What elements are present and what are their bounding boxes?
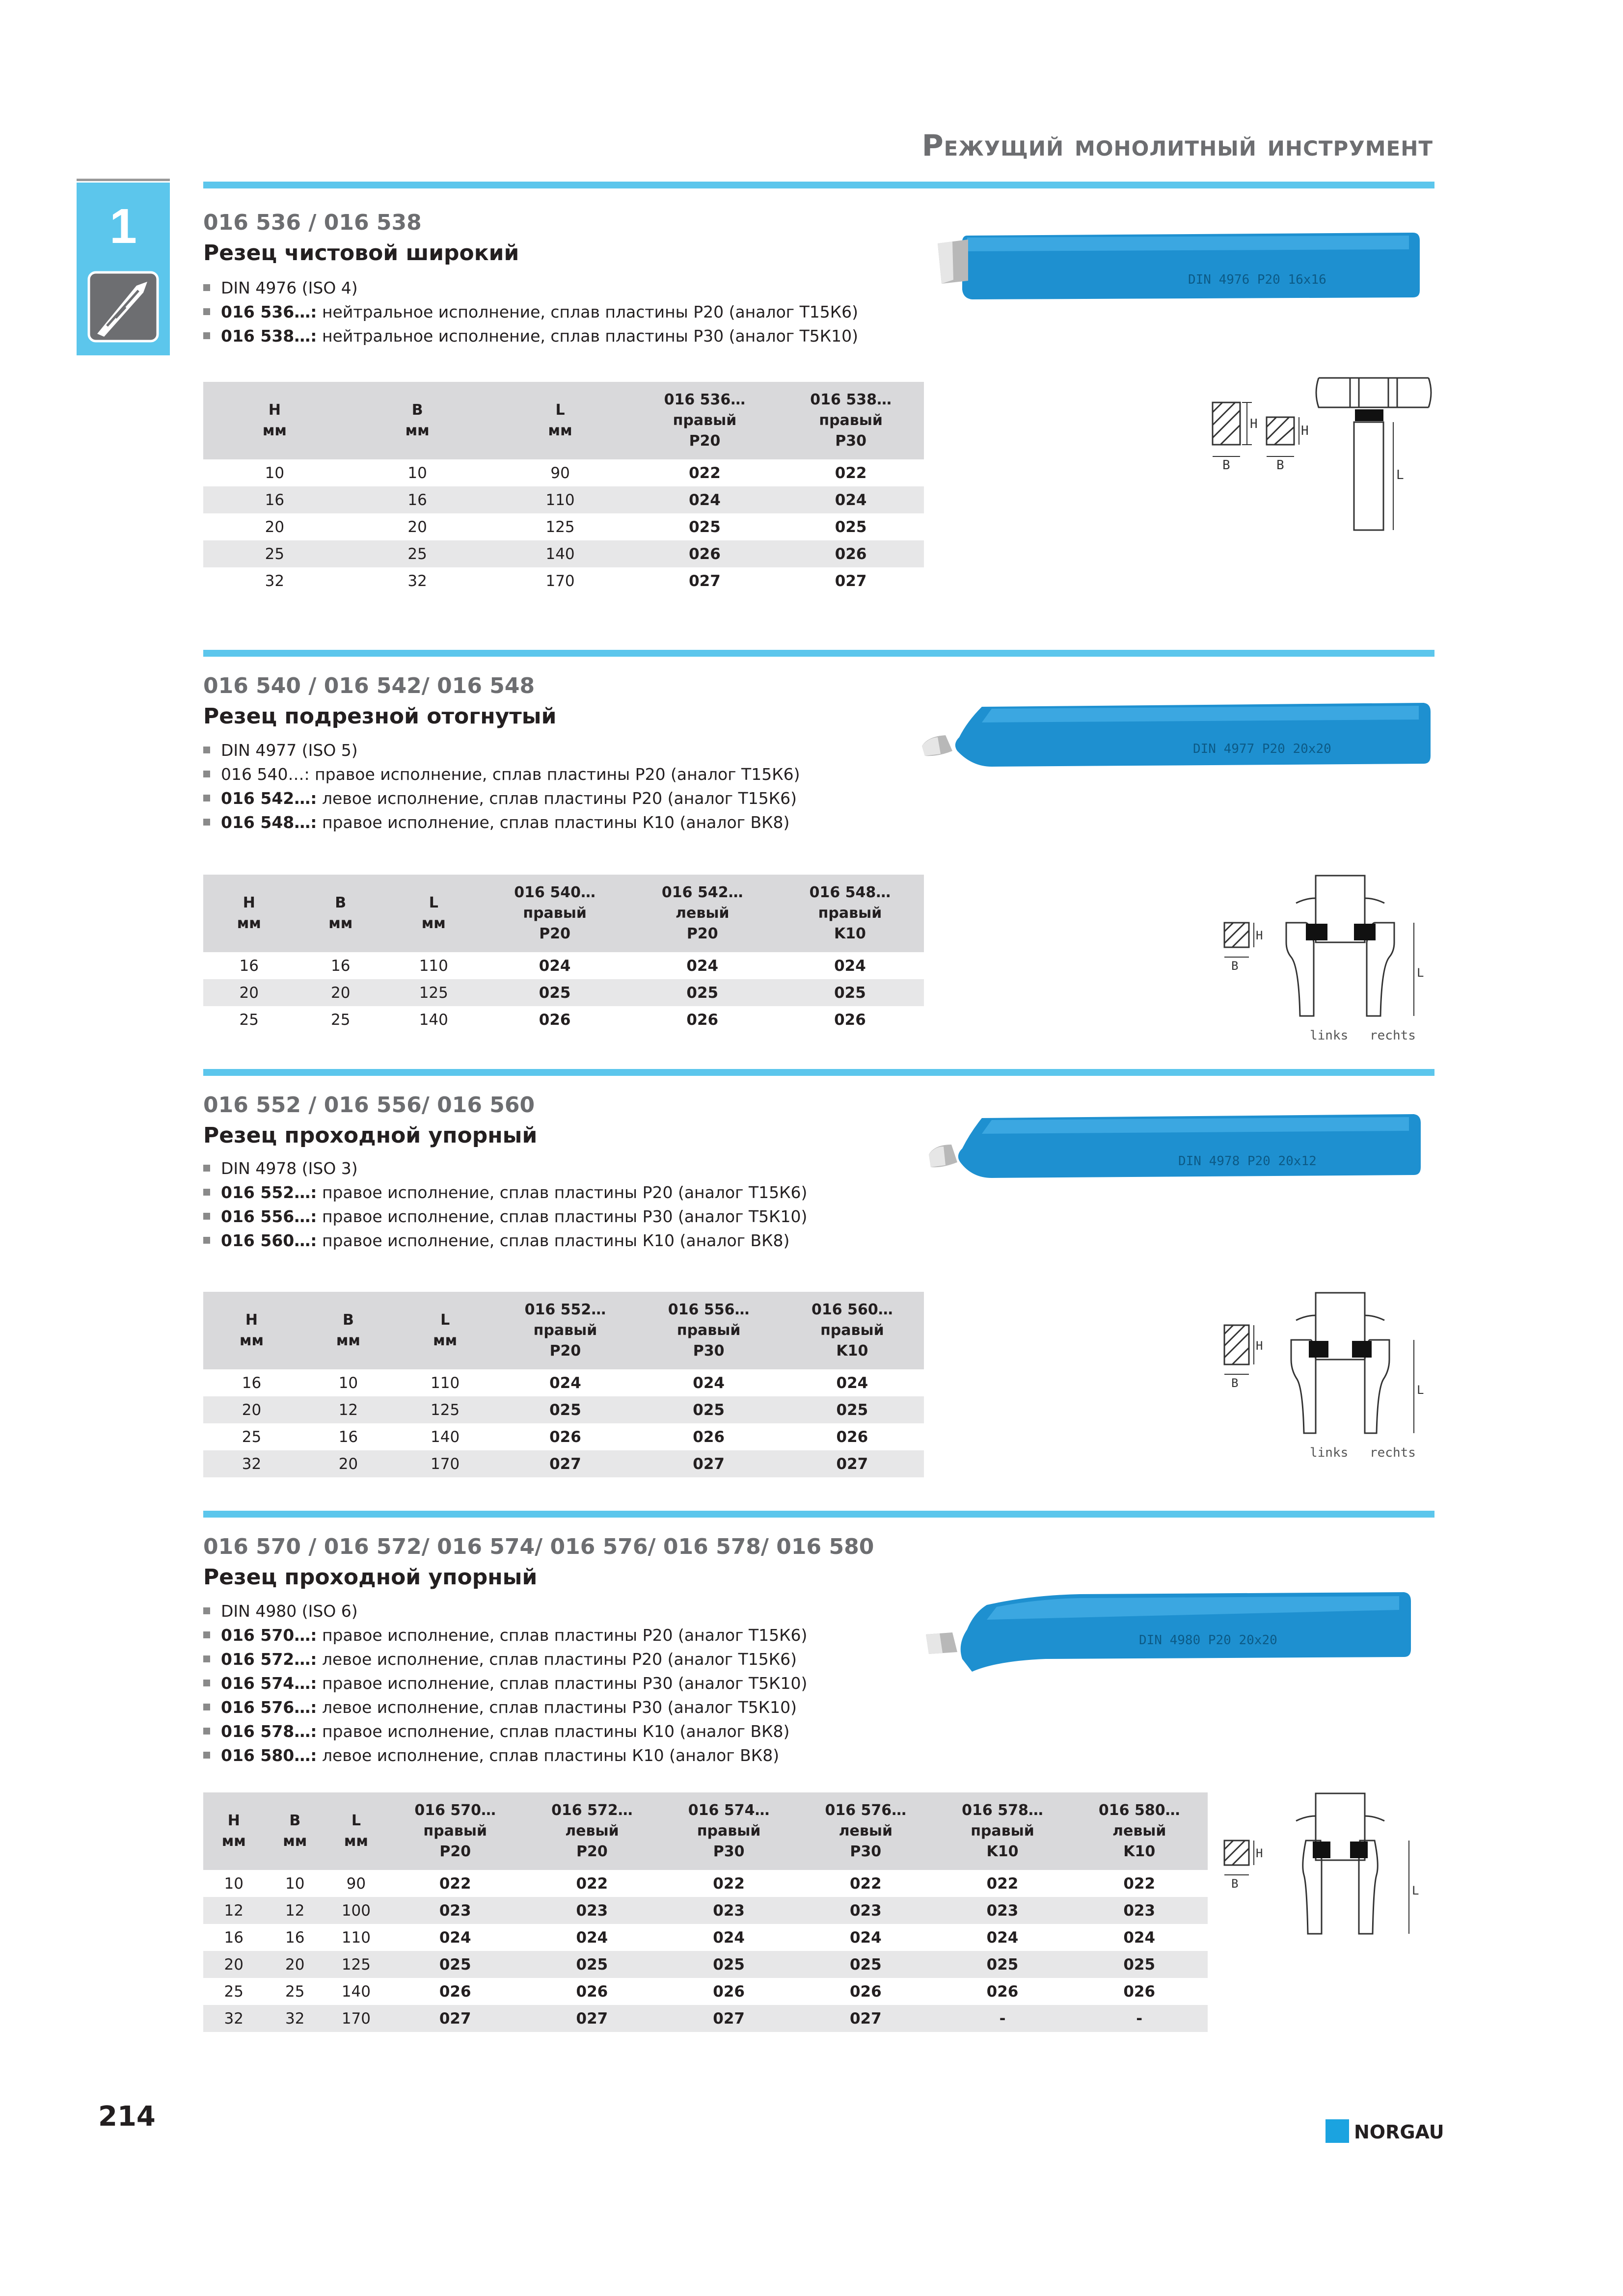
table-row: 32 32 170 027 027 [203, 567, 924, 594]
dimension-drawing [1217, 1787, 1434, 1953]
tool-image [923, 1585, 1414, 1679]
section-title: Резец проходной упорный [203, 1123, 538, 1148]
tool-image [933, 226, 1424, 304]
dimension-drawing [1217, 1286, 1434, 1463]
spec-item: 016 542…: левое исполнение, сплав пластины P20 (аналог Т15К6) [203, 786, 800, 810]
table-row: 20 20 125 025 025 [203, 513, 924, 540]
table-row: 25 25 140 026 026 026 [203, 1006, 924, 1033]
header-divider [203, 182, 1434, 188]
dim-h: H [1301, 424, 1309, 438]
spec-item: 016 556…: правое исполнение, сплав пластины P30 (аналог Т5К10) [203, 1204, 807, 1228]
spec-item: 016 576…: левое исполнение, сплав пластины P30 (аналог Т5К10) [203, 1695, 807, 1719]
label-links: links [1310, 1445, 1349, 1460]
table-row: 20 12 125 025 025 025 [203, 1396, 924, 1423]
section-divider [203, 1069, 1434, 1076]
spec-item: DIN 4977 (ISO 5) [203, 738, 800, 762]
table-row: 10 10 90 022 022 022 022 022 022 [203, 1870, 1208, 1897]
table-row: 32 32 170 027 027 027 027 - - [203, 2005, 1208, 2032]
svg-text:DIN 4976 P20 16x16: DIN 4976 P20 16x16 [1188, 272, 1326, 287]
dimension-drawing [1217, 869, 1434, 1045]
table-row: 10 10 90 022 022 [203, 459, 924, 486]
table-row: 25 16 140 026 026 026 [203, 1423, 924, 1450]
spec-item: 016 540…: правое исполнение, сплав пластины P20 (аналог Т15К6) [203, 762, 800, 786]
section-title: Резец чистовой широкий [203, 240, 519, 266]
spec-item: 016 574…: правое исполнение, сплав пластины P30 (аналог Т5К10) [203, 1671, 807, 1695]
dim-b: B [1231, 1376, 1239, 1390]
chapter-tab [77, 183, 170, 355]
table-header [203, 382, 924, 459]
chapter-number: 1 [109, 199, 137, 254]
table-header: H мм B мм L мм 016 540… правый P20 016 542… левый P20 016 548… правый K10 [203, 875, 924, 952]
table-row: 16 16 110 024 024 024 [203, 952, 924, 979]
col-code: 016 538… правый P30 [778, 382, 924, 459]
dim-b: B [1231, 1877, 1239, 1891]
page-title: Режущий монолитный инструмент [921, 129, 1433, 163]
table-row: 16 16 110 024 024 024 024 024 024 [203, 1924, 1208, 1951]
spec-item: 016 580…: левое исполнение, сплав пластины К10 (аналог ВК8) [203, 1743, 807, 1767]
spec-item: DIN 4978 (ISO 3) [203, 1156, 807, 1180]
col-h: H мм [203, 382, 346, 459]
svg-text:DIN 4978 P20 20x12: DIN 4978 P20 20x12 [1178, 1154, 1317, 1169]
dim-l: L [1412, 1884, 1419, 1897]
spec-item: 016 538…: нейтральное исполнение, сплав пластины P30 (аналог Т5К10) [203, 324, 858, 348]
table-header: H мм B мм L мм 016 552… правый P20 016 556… правый P30 016 560… правый K10 [203, 1292, 924, 1369]
spec-list [203, 1156, 807, 1253]
table-row: 25 25 140 026 026 026 026 026 026 [203, 1978, 1208, 2005]
section-codes: 016 570 / 016 572/ 016 574/ 016 576/ 016 578/ 016 580 [203, 1534, 874, 1559]
table-row: 16 10 110 024 024 024 [203, 1369, 924, 1396]
col-b: B мм [346, 382, 489, 459]
size-table [203, 1792, 1208, 2032]
table-row: 20 20 125 025 025 025 [203, 979, 924, 1006]
dim-l: L [1396, 468, 1404, 482]
section-divider [203, 1511, 1434, 1518]
label-links: links [1310, 1028, 1349, 1043]
section-divider [203, 650, 1434, 657]
spec-item: 016 552…: правое исполнение, сплав пластины P20 (аналог Т15К6) [203, 1180, 807, 1204]
table-row: 16 16 110 024 024 [203, 486, 924, 513]
table-header: H мм B мм L мм 016 570… правый P20 016 572… левый P20 016 574… правый P30 016 576… левый P30 016 578… правый K10 016 580… левый K10 [203, 1792, 1208, 1870]
spec-list [203, 1599, 807, 1767]
brand-square-icon [1325, 2119, 1349, 2143]
table-row: 32 20 170 027 027 027 [203, 1450, 924, 1477]
spec-item: 016 572…: левое исполнение, сплав пластины P20 (аналог Т15К6) [203, 1647, 807, 1671]
spec-item: 016 578…: правое исполнение, сплав пластины К10 (аналог ВК8) [203, 1719, 807, 1743]
dim-h: H [1256, 929, 1263, 942]
spec-item: 016 570…: правое исполнение, сплав пластины P20 (аналог Т15К6) [203, 1623, 807, 1647]
spec-item: DIN 4976 (ISO 4) [203, 276, 858, 300]
dim-b: B [1231, 959, 1239, 973]
spec-item: 016 548…: правое исполнение, сплав пластины К10 (аналог ВК8) [203, 810, 800, 834]
spec-list [203, 738, 800, 834]
svg-text:DIN 4977 P20 20x20: DIN 4977 P20 20x20 [1193, 742, 1331, 756]
section-codes: 016 540 / 016 542/ 016 548 [203, 673, 535, 698]
dim-h: H [1256, 1846, 1263, 1860]
spec-item: 016 560…: правое исполнение, сплав пластины К10 (аналог ВК8) [203, 1228, 807, 1253]
dim-h: H [1250, 417, 1258, 431]
tool-image [918, 692, 1434, 780]
dim-b: B [1276, 458, 1284, 473]
spec-list [203, 276, 858, 348]
page-number: 214 [98, 2101, 156, 2133]
section-codes: 016 536 / 016 538 [203, 210, 422, 235]
tool-image [923, 1103, 1424, 1192]
col-l: L мм [489, 382, 632, 459]
brand-name: NORGAU [1354, 2121, 1444, 2143]
size-table [203, 875, 924, 1033]
dim-l: L [1417, 966, 1424, 980]
section-title: Резец подрезной отогнутый [203, 704, 557, 729]
dim-h: H [1256, 1339, 1263, 1353]
label-rechts: rechts [1370, 1028, 1416, 1043]
col-code: 016 536… правый P20 [632, 382, 778, 459]
label-rechts: rechts [1370, 1445, 1416, 1460]
spec-item: 016 536…: нейтральное исполнение, сплав пластины P20 (аналог Т15К6) [203, 300, 858, 324]
table-row: 20 20 125 025 025 025 025 025 025 [203, 1951, 1208, 1978]
dim-l: L [1417, 1383, 1424, 1397]
section-title: Резец проходной упорный [203, 1565, 538, 1590]
table-row: 25 25 140 026 026 [203, 540, 924, 567]
svg-text:DIN 4980 P20 20x20: DIN 4980 P20 20x20 [1139, 1633, 1277, 1648]
dimension-drawing [1203, 368, 1434, 545]
table-row: 12 12 100 023 023 023 023 023 023 [203, 1897, 1208, 1924]
drill-icon [87, 271, 159, 343]
spec-item: DIN 4980 (ISO 6) [203, 1599, 807, 1623]
size-table [203, 1292, 924, 1477]
size-table [203, 382, 924, 594]
dim-b: B [1222, 458, 1230, 473]
section-codes: 016 552 / 016 556/ 016 560 [203, 1093, 535, 1118]
